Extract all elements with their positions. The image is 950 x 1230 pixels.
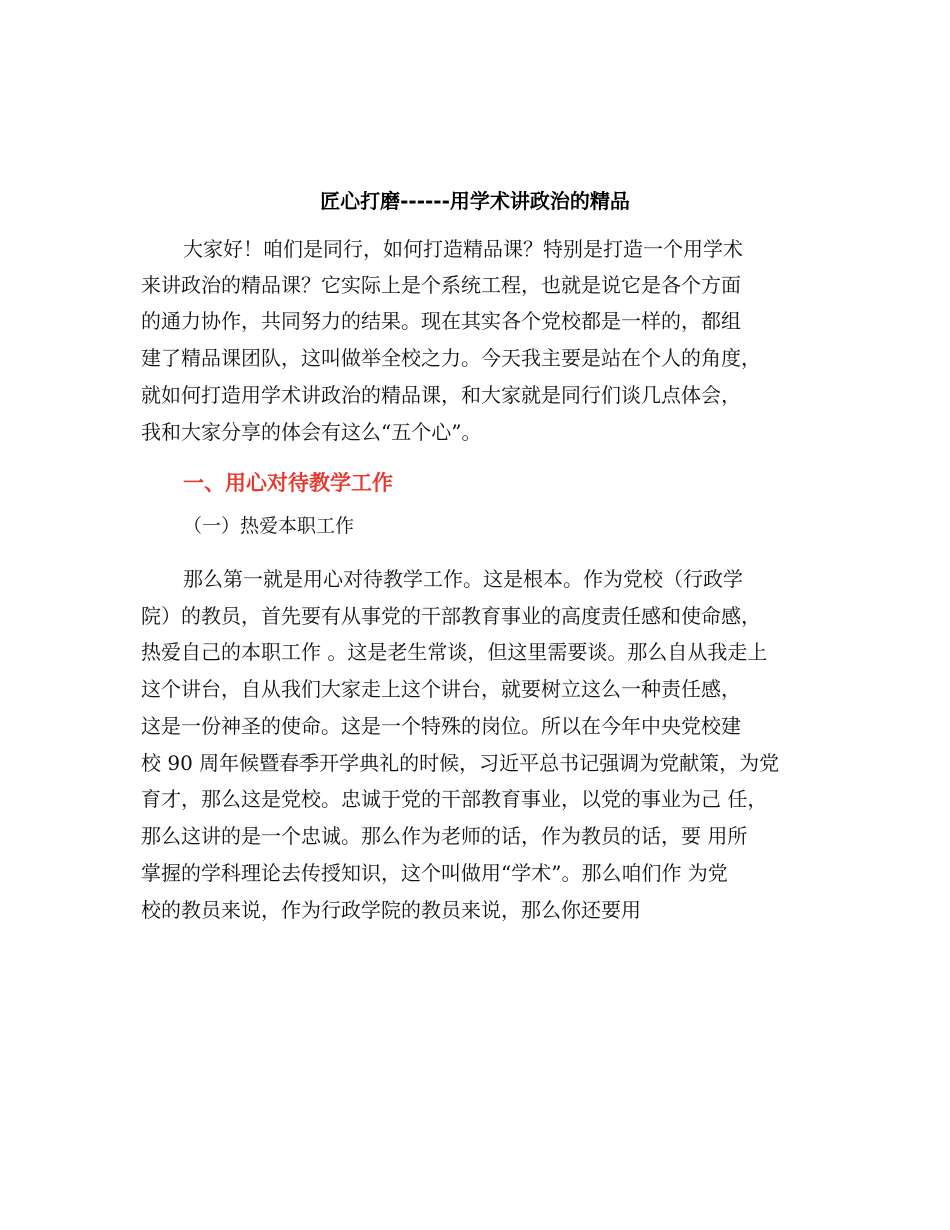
paragraph1-line-2: 来讲政治的精品课？它实际上是个系统工程，也就是说它是各个方面	[141, 273, 741, 297]
paragraph2-line-1: 那么第一就是用心对待教学工作。这是根本。作为党校（行政学	[183, 567, 743, 591]
paragraph1-line-6: 我和大家分享的体会有这么“五个心”。	[141, 420, 482, 444]
paragraph2-line-2: 院）的教员，首先要有从事党的干部教育事业的高度责任感和使命感，	[141, 604, 761, 628]
paragraph1-line-1: 大家好！咱们是同行，如何打造精品课？特别是打造一个用学术	[183, 237, 743, 261]
paragraph2-line-7: 育才，那么这是党校。忠诚于党的干部教育事业，以党的事业为己 任，	[141, 787, 768, 811]
paragraph2-line-9: 掌握的学科理论去传授知识，这个叫做用“学术”。那么咱们作 为党	[141, 861, 728, 885]
document-title: 匠心打磨------用学术讲政治的精品	[320, 189, 630, 213]
paragraph2-line-3: 热爱自己的本职工作 。这是老生常谈，但这里需要谈。那么自从我走上	[141, 640, 768, 664]
section1-heading: 一、用心对待教学工作	[183, 471, 393, 495]
paragraph2-line-10: 校的教员来说，作为行政学院的教员来说，那么你还要用	[141, 898, 641, 922]
paragraph1-line-5: 就如何打造用学术讲政治的精品课，和大家就是同行们谈几点体会，	[141, 383, 741, 407]
paragraph2-line-8: 那么这讲的是一个忠诚。那么作为老师的话，作为教员的话，要 用所	[141, 824, 748, 848]
paragraph2-line-6: 校 90 周年候暨春季开学典礼的时候，习近平总书记强调为党献策，为党	[141, 751, 780, 775]
paragraph2-line-4: 这个讲台，自从我们大家走上这个讲台，就要树立这么一种责任感，	[141, 677, 741, 701]
paragraph1-line-4: 建了精品课团队，这叫做举全校之力。今天我主要是站在个人的角度，	[141, 346, 761, 370]
paragraph2-line-5: 这是一份神圣的使命。这是一个特殊的岗位。所以在今年中央党校建	[141, 714, 741, 738]
paragraph1-line-3: 的通力协作，共同努力的结果。现在其实各个党校都是一样的，都组	[141, 309, 741, 333]
subsection1-heading: （一）热爱本职工作	[183, 515, 355, 537]
